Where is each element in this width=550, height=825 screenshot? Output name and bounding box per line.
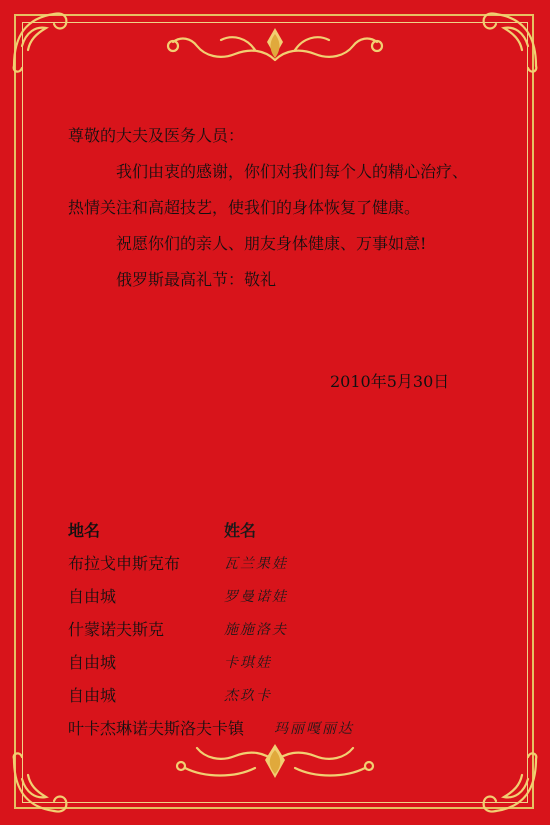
top-ornament-icon bbox=[155, 20, 395, 68]
corner-flourish-top-right-icon bbox=[474, 6, 544, 76]
row-name: 玛丽嘎丽达 bbox=[274, 720, 355, 737]
header-place: 地名 bbox=[68, 521, 101, 540]
signature-table bbox=[68, 513, 488, 744]
row-name: 施施洛夫 bbox=[224, 621, 288, 638]
table-row bbox=[68, 678, 488, 711]
row-name: 卡琪娃 bbox=[224, 654, 272, 671]
row-place: 自由城 bbox=[68, 686, 117, 705]
table-row bbox=[68, 612, 488, 645]
bottom-ornament-icon bbox=[155, 738, 395, 786]
corner-flourish-bottom-left-icon bbox=[6, 749, 76, 819]
letter-greeting: 尊敬的大夫及医务人员： bbox=[68, 126, 245, 145]
row-place: 自由城 bbox=[68, 587, 117, 606]
letter-wishes: 祝愿你们的亲人、朋友身体健康、万事如意! bbox=[116, 234, 427, 253]
row-place: 自由城 bbox=[68, 653, 117, 672]
row-place: 什蒙诺夫斯克 bbox=[68, 620, 165, 639]
letter-sender: 俄罗斯最高礼节：敬礼 bbox=[116, 270, 277, 289]
letter-main-paragraph: 我们由衷的感谢，你们对我们每个人的精心治疗、热情关注和高超技艺，使我们的身体恢复了健康。 bbox=[68, 162, 469, 217]
table-row bbox=[68, 546, 488, 579]
table-row bbox=[68, 645, 488, 678]
table-header-row bbox=[68, 513, 488, 546]
table-row bbox=[68, 711, 488, 744]
corner-flourish-top-left-icon bbox=[6, 6, 76, 76]
row-name: 杰玖卡 bbox=[224, 687, 272, 704]
letter-body bbox=[68, 118, 478, 298]
row-name: 罗曼诺娃 bbox=[224, 588, 288, 605]
row-place: 叶卡杰琳诺夫斯洛夫卡镇 bbox=[68, 719, 245, 738]
row-name: 瓦兰果娃 bbox=[224, 555, 288, 572]
row-place: 布拉戈申斯克布 bbox=[68, 554, 181, 573]
letter-date: 2010年5月30日 bbox=[330, 372, 450, 391]
corner-flourish-bottom-right-icon bbox=[474, 749, 544, 819]
header-name: 姓名 bbox=[224, 521, 257, 540]
table-row bbox=[68, 579, 488, 612]
